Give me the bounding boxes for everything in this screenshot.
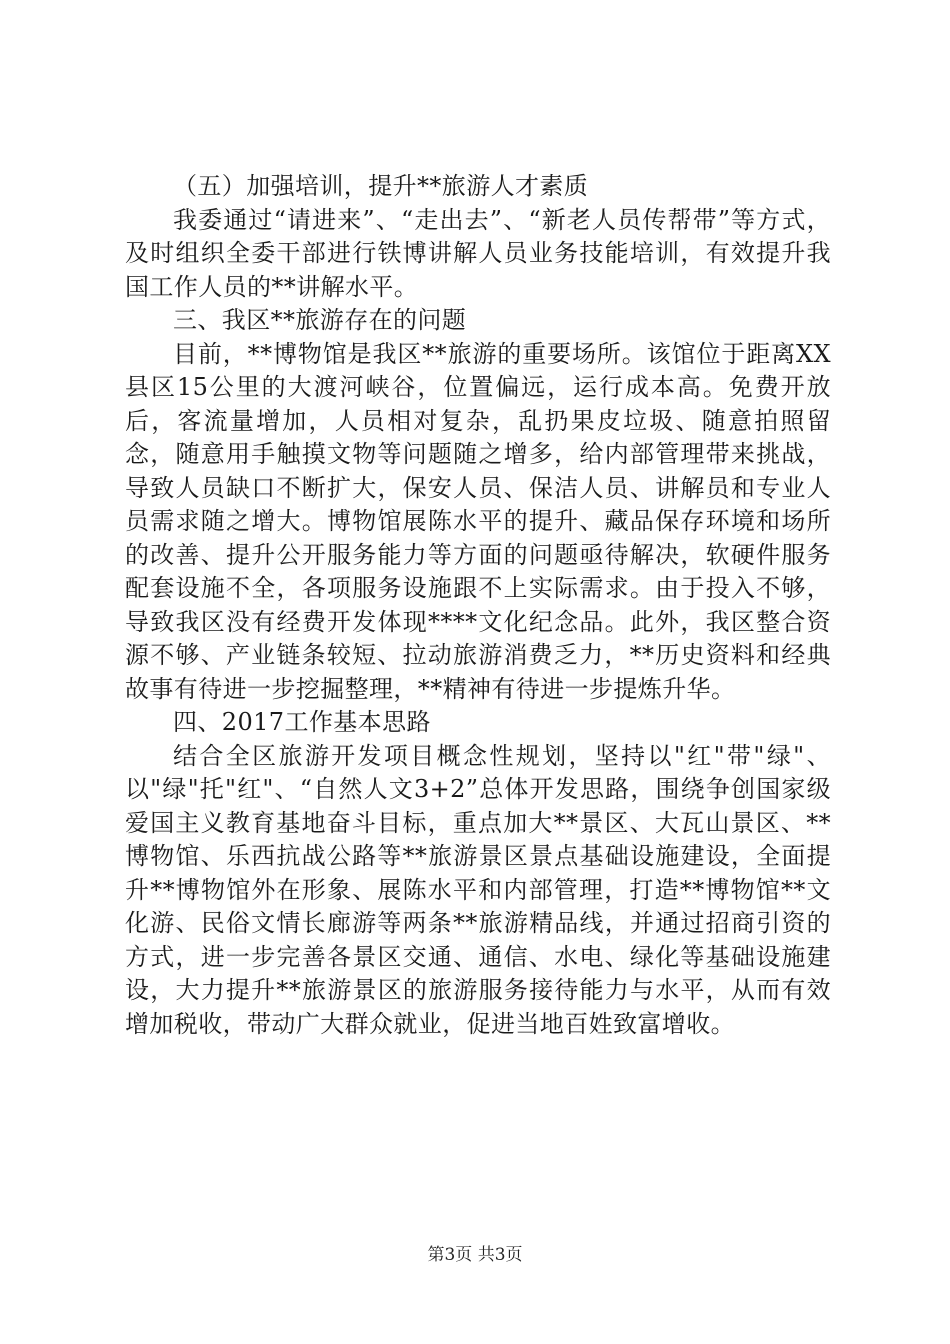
page-number-footer: 第3页 共3页	[427, 1245, 523, 1265]
paragraph-training: 我委通过“请进来”、“走出去”、“新老人员传帮带”等方式，及时组织全委干部进行铁博讲解人员业务技能培训，有效提升我国工作人员的**讲解水平。	[125, 205, 831, 301]
section-heading-plan: 四、2017工作基本思路	[173, 708, 431, 736]
document-body	[125, 170, 831, 1041]
section-heading-problems: 三、我区**旅游存在的问题	[173, 306, 467, 334]
paragraph-plan: 结合全区旅游开发项目概念性规划，坚持以"红"带"绿"、以"绿"托"红"、“自然人文3+2”总体开发思路，围绕争创国家级爱国主义教育基地奋斗目标，重点加大**景区、大瓦山景区、**博物馆、乐西抗战公路等**旅游景区景点基础设施建设，全面提升**博物馆外在形象、展陈水平和内部管理，打造**博物馆**文化游、民俗文情长廊游等两条**旅游精品线，并通过招商引资的方式，进一步完善各景区交通、通信、水电、绿化等基础设施建设，大力提升**旅游景区的旅游服务接待能力与水平，从而有效增加税收，带动广大群众就业，促进当地百姓致富增收。	[125, 741, 831, 1038]
paragraph-problems: 目前，**博物馆是我区**旅游的重要场所。该馆位于距离XX县区15公里的大渡河峡谷，位置偏远，运行成本高。免费开放后，客流量增加，人员相对复杂，乱扔果皮垃圾、随意拍照留念，随意用手触摸文物等问题随之增多，给内部管理带来挑战，导致人员缺口不断扩大，保安人员、保洁人员、讲解员和专业人员需求随之增大。博物馆展陈水平的提升、藏品保存环境和场所的改善、提升公开服务能力等方面的问题亟待解决，软硬件服务配套设施不全，各项服务设施跟不上实际需求。由于投入不够，导致我区没有经费开发体现****文化纪念品。此外，我区整合资源不够、产业链条较短、拉动旅游消费乏力，**历史资料和经典故事有待进一步挖掘整理，**精神有待进一步提炼升华。	[125, 339, 831, 703]
section-heading-training: （五）加强培训，提升**旅游人才素质	[173, 172, 589, 200]
